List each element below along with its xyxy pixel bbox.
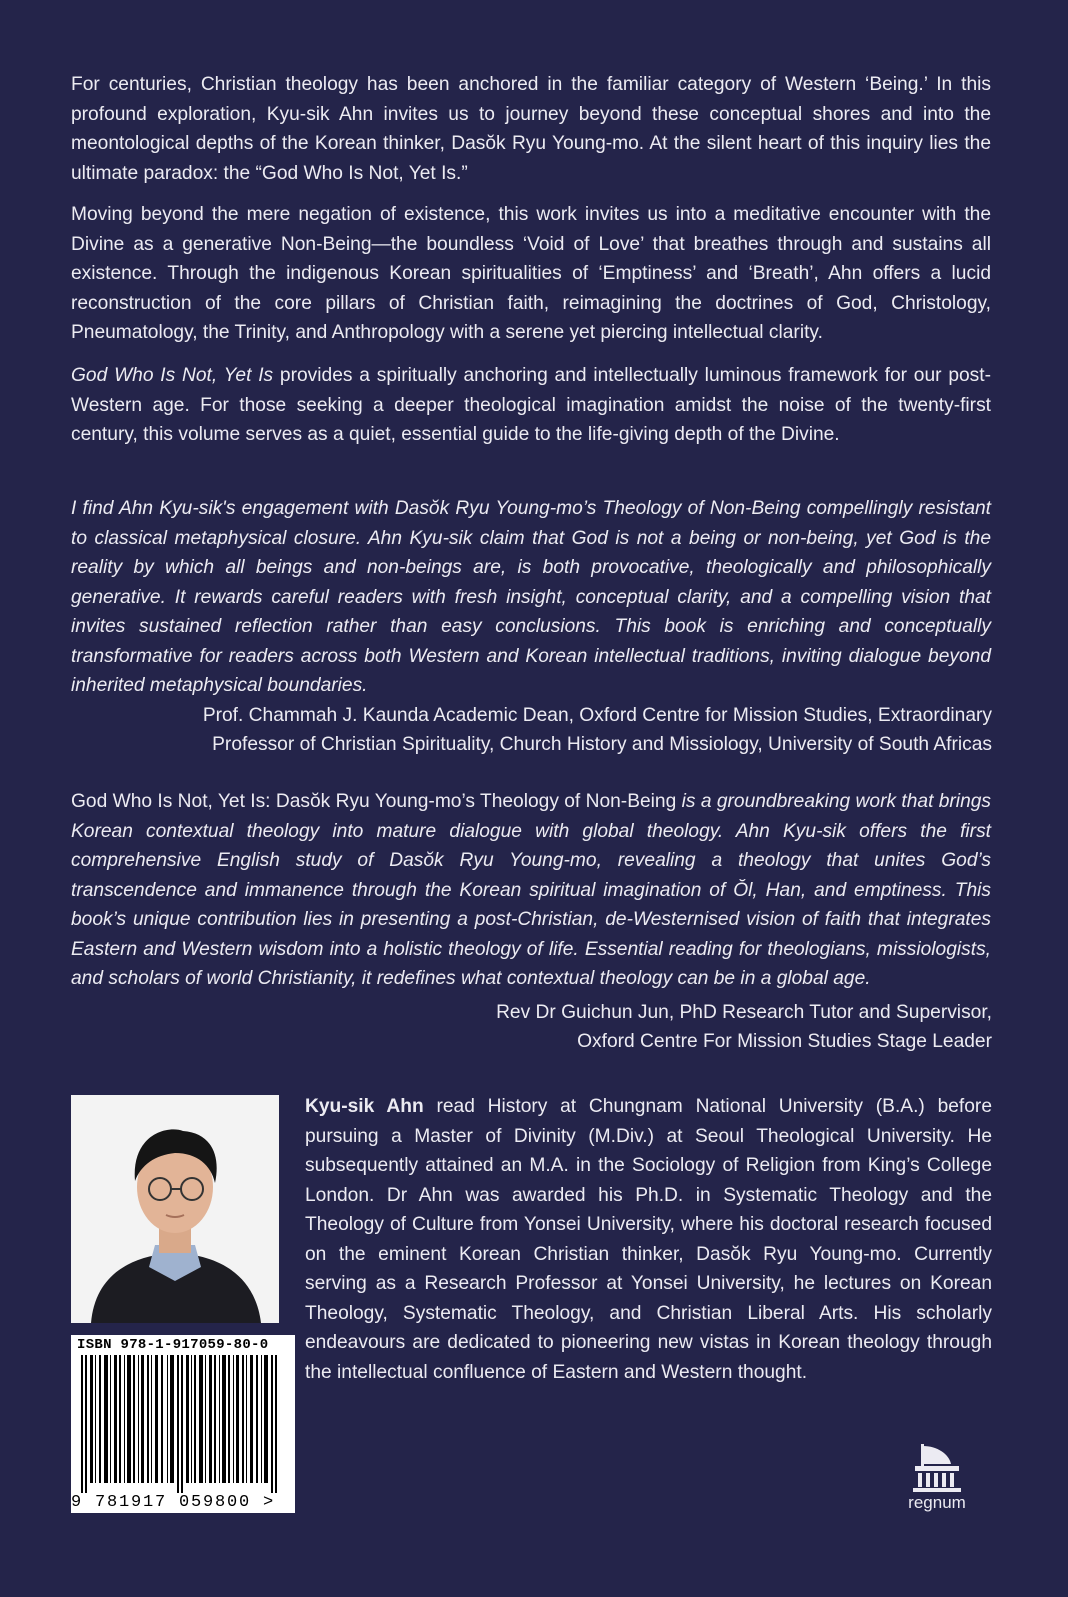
endorsement-quote-1: I find Ahn Kyu-sik's engagement with Dasŏk Ryu Young-mo’s Theology of Non-Being compellingly resistant to classical metaphysical closure. Ahn Kyu-sik claim that God is not a being or non-being, yet God is the reality by which all beings and non-beings are, is both provocative, theologically and philosophically generative. It rewards careful readers with fresh insight, conceptual clarity, and a compelling vision that invites sustained reflection rather than easy conclusions. This book is enriching and conceptually transformative for readers across both Western and Korean intellectual traditions, inviting dialogue beyond inherited metaphysical boundaries. — [71, 498, 991, 696]
barcode-digits: 9 781917 059800 > — [71, 1493, 276, 1512]
endorsement-quote-2 — [71, 787, 991, 994]
blurb-paragraph-3-text: provides a spiritually anchoring and intellectually luminous framework for our post-Western age. For those seeking a deeper theological imagination amidst the noise of the twenty-first century, this volume serves as a quiet, essential guide to the life-giving depth of the Divine. — [71, 365, 991, 445]
author-bio-text: read History at Chungnam National University (B.A.) before pursuing a Master of Divinity (M.Div.) at Seoul Theological University. He subsequently attained an M.A. in the Sociology of Religion from King’s College London. Dr Ahn was awarded his Ph.D. in Systematic Theology and the Theology of Culture from Yonsei University, where his doctoral research focused on the eminent Korean Christian thinker, Dasŏk Ryu Young-mo. Currently serving as a Research Professor at Yonsei University, he lectures on Korean Theology, Systematic Theology, and Christian Liberal Arts. His scholarly endeavours are dedicated to pioneering new vistas in Korean theology through the intellectual confluence of Eastern and Western thought. — [305, 1096, 992, 1383]
isbn-label: ISBN 978-1-917059-80-0 — [77, 1337, 269, 1353]
blurb-paragraph-3 — [71, 361, 991, 450]
isbn-barcode — [71, 1335, 295, 1513]
endorsement-attribution-2-line-1: Rev Dr Guichun Jun, PhD Research Tutor and Supervisor, — [496, 1002, 992, 1023]
publisher-name: regnum — [908, 1493, 966, 1512]
blurb-paragraph-1: For centuries, Christian theology has been anchored in the familiar category of Western ‘Being.’ In this profound exploration, Kyu-sik Ahn invites us to journey beyond these conceptual shores and into the meontological depths of the Korean thinker, Dasŏk Ryu Young-mo. At the silent heart of this inquiry lies the ultimate paradox: the “God Who Is Not, Yet Is.” — [71, 74, 991, 184]
author-photo — [71, 1095, 279, 1323]
endorsement-attribution-1-line-2: Professor of Christian Spirituality, Church History and Missiology, University of South Africas — [212, 734, 992, 755]
endorsement-quote-2-text: is a groundbreaking work that brings Korean contextual theology into mature dialogue with global theology. Ahn Kyu-sik offers the first comprehensive English study of Dasŏk Ryu Young-mo, revealing a theology that unites God’s transcendence and immanence through the Korean spiritual imagination of Ŏl, Han, and emptiness. This book’s unique contribution lies in presenting a post-Christian, de-Westernised vision of faith that integrates Eastern and Western wisdom into a holistic theology of life. Essential reading for theologians, missiologists, and scholars of world Christianity, it redefines what contextual theology can be in a global age. — [71, 791, 992, 989]
author-bio — [305, 1092, 992, 1387]
author-name: Kyu-sik Ahn — [305, 1096, 424, 1117]
endorsement-attribution-1-line-1: Prof. Chammah J. Kaunda Academic Dean, Oxford Centre for Mission Studies, Extraordinary — [202, 705, 992, 726]
blurb-paragraph-2: Moving beyond the mere negation of existence, this work invites us into a meditative encounter with the Divine as a generative Non-Being—the boundless ‘Void of Love’ that breathes through and sustains all existence. Through the indigenous Korean spiritualities of ‘Emptiness’ and ‘Breath’, Ahn offers a lucid reconstruction of the core pillars of Christian faith, reimagining the doctrines of God, Christology, Pneumatology, the Trinity, and Anthropology with a serene yet piercing intellectual clarity. — [71, 204, 991, 343]
endorsement-attribution-2-line-2: Oxford Centre For Mission Studies Stage Leader — [577, 1031, 992, 1052]
endorsement-book-title: God Who Is Not, Yet Is: Dasŏk Ryu Young-mo’s Theology of Non-Being — [71, 791, 677, 812]
book-title-italic: God Who Is Not, Yet Is — [71, 365, 274, 386]
barcode-bars — [81, 1355, 285, 1493]
